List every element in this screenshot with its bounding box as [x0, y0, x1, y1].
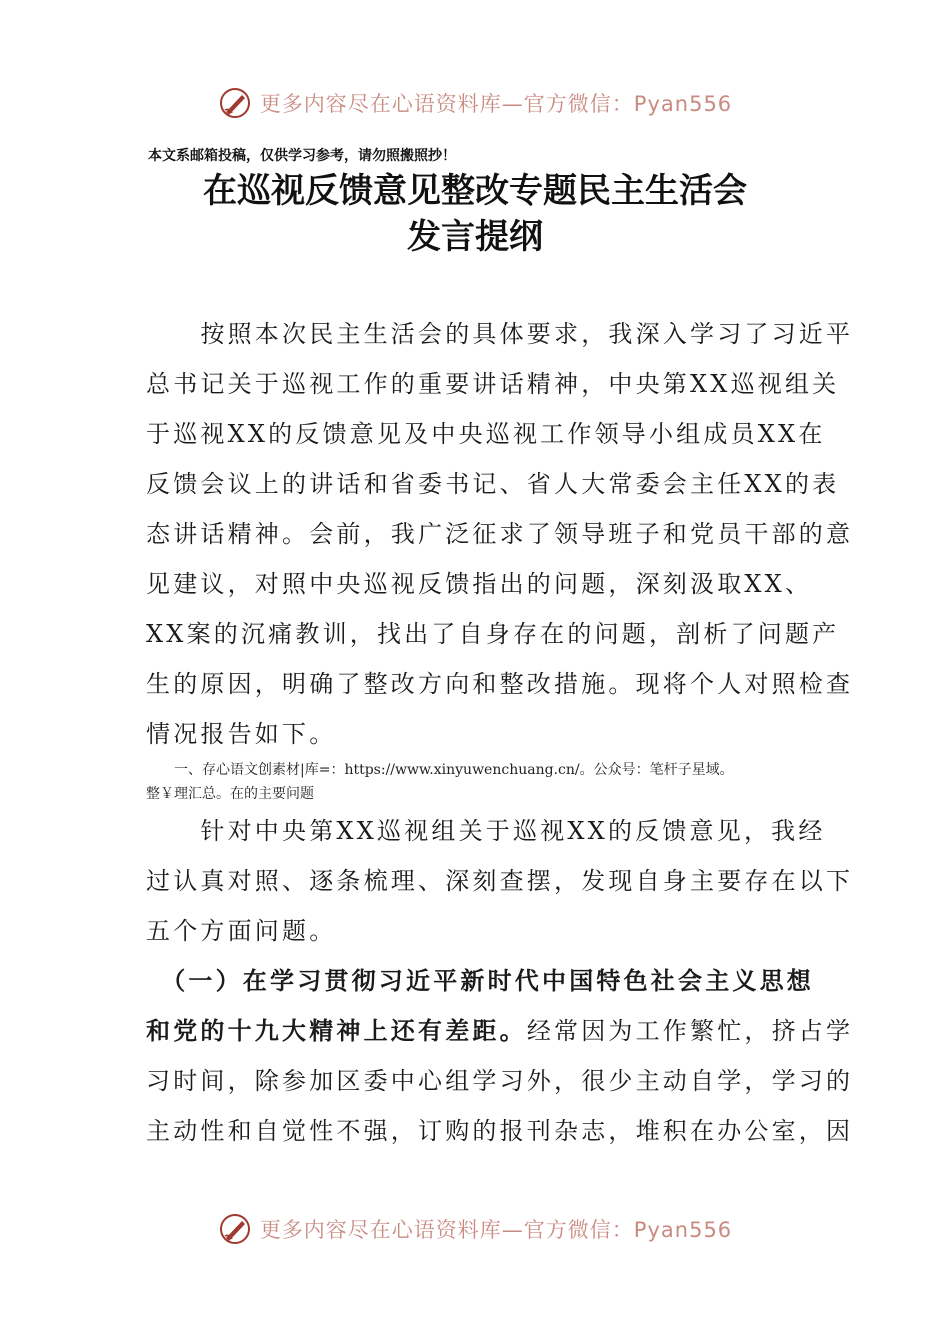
text-line: 习时间，除参加区委中心组学习外，很少主动自学，学习的 — [146, 1067, 854, 1095]
pen-logo-icon — [218, 86, 252, 120]
text-line — [146, 1006, 854, 1056]
intro-paragraph — [146, 309, 854, 759]
watermark-text: 更多内容尽在心语资料库—官方微信：Pyan556 — [259, 92, 733, 116]
text-line: 五个方面问题。 — [146, 917, 337, 945]
section-heading: （一）在学习贯彻习近平新时代中国特色社会主义思想 — [173, 966, 815, 995]
problems-intro-paragraph — [146, 806, 854, 956]
source-line: 整￥理汇总。在的主要问题 — [146, 786, 314, 802]
source-line: 一、存心语文创素材|库=：https://www.xinyuwenchuang.cn/。公众号：笔杆子星域。 — [174, 762, 734, 778]
text-line: 针对中央第XX巡视组关于巡视XX的反馈意见，我经 — [146, 817, 826, 845]
section-heading-cont: 和党的十九大精神上还有差距。 — [146, 1016, 527, 1045]
source-note — [146, 758, 846, 806]
text-line: 总书记关于巡视工作的重要讲话精神，中央第XX巡视组关 — [146, 370, 840, 398]
watermark-banner-top — [0, 78, 950, 128]
text-line: 于巡视XX的反馈意见及中央巡视工作领导小组成员XX在 — [146, 420, 826, 448]
text-line: 见建议，对照中央巡视反馈指出的问题，深刻汲取XX、 — [146, 570, 813, 598]
text-line: 过认真对照、逐条梳理、深刻查摆，发现自身主要存在以下 — [146, 867, 854, 895]
text-line: 反馈会议上的讲话和省委书记、省人大常委会主任XX的表 — [146, 470, 840, 498]
text-line: 主动性和自觉性不强，订购的报刊杂志，堆积在办公室，因 — [146, 1117, 854, 1145]
text-line: 按照本次民主生活会的具体要求，我深入学习了习近平 — [146, 320, 854, 348]
watermark-text: 更多内容尽在心语资料库—官方微信：Pyan556 — [259, 1218, 733, 1242]
body-text: 经常因为工作繁忙，挤占学 — [526, 1017, 854, 1045]
page-title-line2: 发言提纲 — [407, 217, 543, 257]
text-line: 生的原因，明确了整改方向和整改措施。现将个人对照检查 — [146, 670, 854, 698]
text-line — [146, 956, 814, 1006]
pen-logo-icon — [218, 1212, 252, 1246]
text-line: 情况报告如下。 — [146, 720, 337, 748]
text-line: 态讲话精神。会前，我广泛征求了领导班子和党员干部的意 — [146, 520, 854, 548]
page-title: 在巡视反馈意见整改专题民主生活会 — [203, 171, 747, 211]
submission-notice: 本文系邮箱投稿，仅供学习参考，请勿照搬照抄！ — [148, 148, 456, 164]
text-line: XX案的沉痛教训，找出了自身存在的问题，剖析了问题产 — [146, 620, 840, 648]
problem-one-paragraph — [146, 956, 854, 1156]
watermark-banner-bottom — [0, 1204, 950, 1254]
